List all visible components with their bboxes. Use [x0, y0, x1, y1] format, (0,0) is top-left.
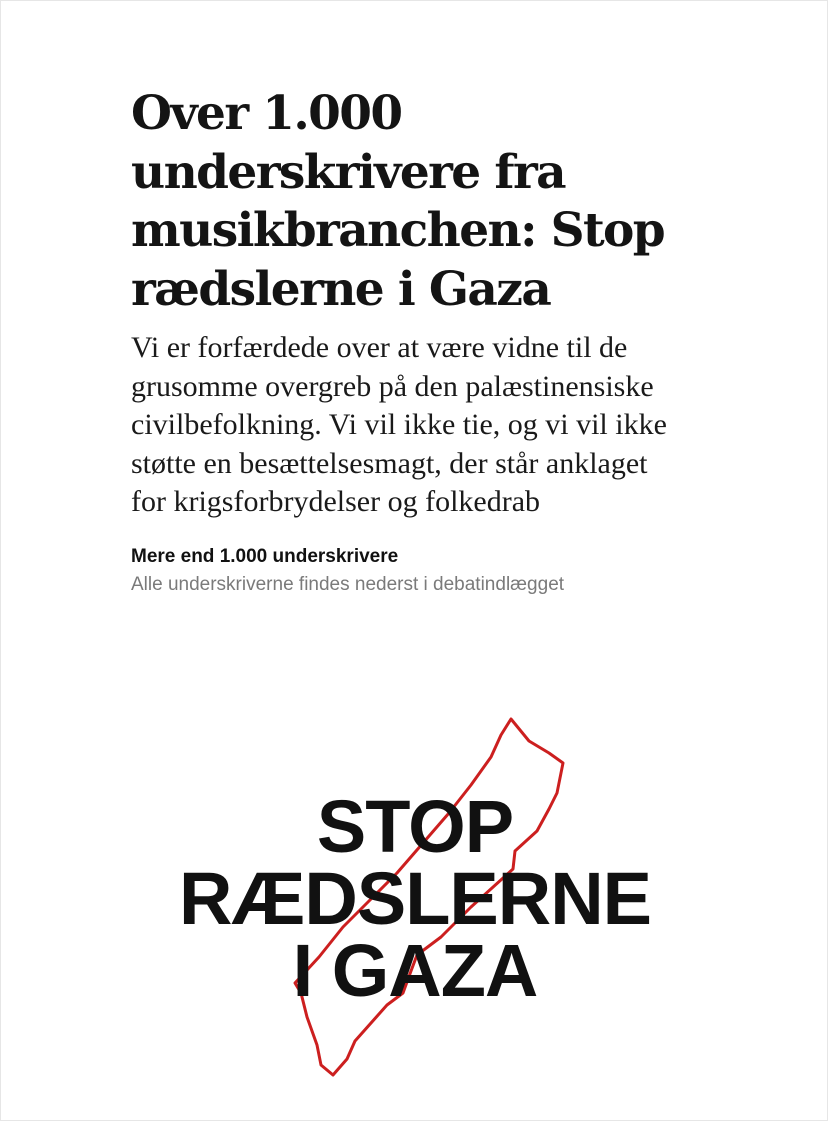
slogan-line-1: STOP [316, 785, 514, 868]
signatories-note: Alle underskriverne findes nederst i debatindlægget [131, 573, 565, 595]
headline: Over 1.000 underskrivere fra musikbranchen: Stop rædslerne i Gaza [131, 86, 665, 317]
slogan-line-3: I GAZA [292, 929, 538, 1012]
lede: Vi er forfærdede over at være vidne til de grusomme overgreb på den palæstinensiske civilbefolkning. Vi vil ikke tie, og vi vil ikke støtte en besættelsesmagt, der står anklaget for krigsforbrydelser og folkedrab [131, 331, 667, 518]
stop-slogan [1, 785, 828, 1012]
slogan-line-2: RÆDSLERNE [178, 857, 652, 940]
byline: Mere end 1.000 underskrivere [131, 545, 399, 567]
stop-poster [1, 701, 828, 1101]
article-header [131, 85, 771, 598]
